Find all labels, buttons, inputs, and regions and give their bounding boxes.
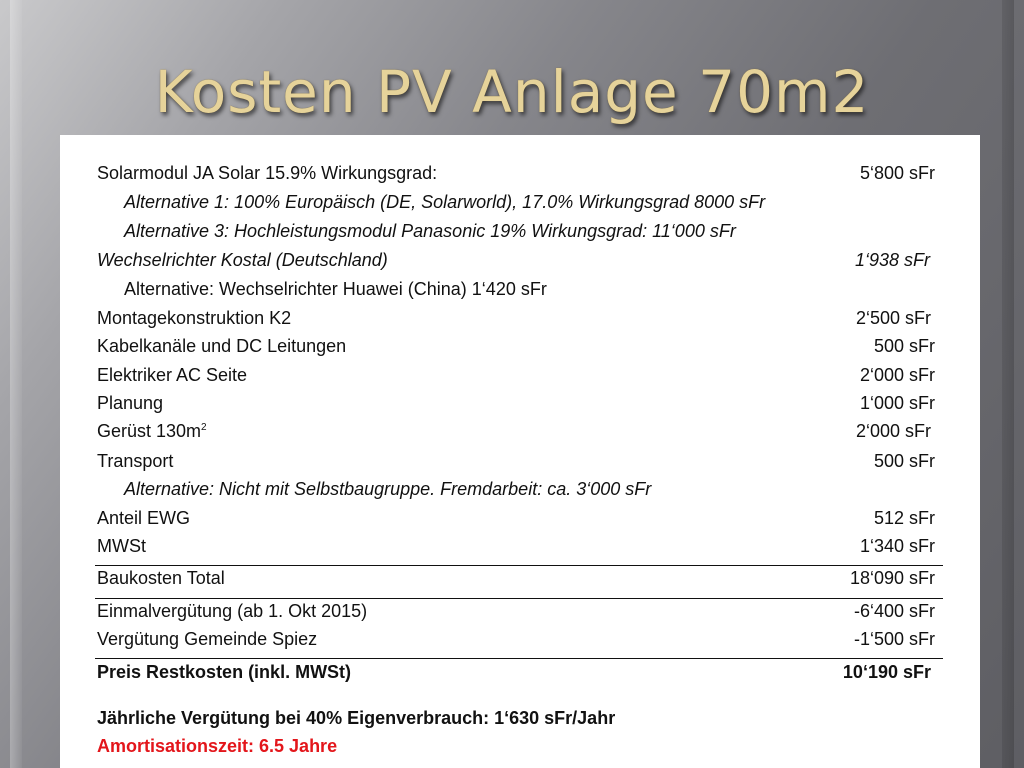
row-restkosten (97, 662, 935, 688)
row-value: 1‘938 sFr (854, 250, 930, 270)
row-label: Transport (97, 451, 174, 471)
row-value: 2‘000 sFr (859, 365, 935, 385)
row-label: Alternative 1: 100% Europäisch (DE, Solarworld), 17.0% Wirkungsgrad 8000 sFr (124, 192, 766, 212)
row-anteil-ewg (97, 508, 935, 534)
row-label: Alternative 3: Hochleistungsmodul Panasonic 19% Wirkungsgrad: 11‘000 sFr (124, 221, 736, 241)
row-value: -1‘500 sFr (853, 629, 935, 649)
row-label: MWSt (97, 536, 146, 556)
row-value: 500 sFr (873, 336, 935, 356)
row-baukosten-total (97, 568, 935, 594)
row-montage (97, 308, 935, 334)
row-value: 512 sFr (873, 508, 935, 528)
row-label: Kabelkanäle und DC Leitungen (97, 336, 347, 356)
row-geruest (97, 421, 935, 447)
divider-line (95, 598, 943, 599)
row-value: 2‘500 sFr (855, 308, 931, 328)
row-label: Vergütung Gemeinde Spiez (97, 629, 318, 649)
row-alternative-huawei (97, 279, 935, 305)
row-mwst (97, 536, 935, 562)
divider-line (95, 565, 943, 566)
row-value: 18‘090 sFr (849, 568, 935, 588)
row-label: Planung (97, 393, 164, 413)
row-label: Preis Restkosten (inkl. MWSt) (97, 662, 352, 682)
row-label: Wechselrichter Kostal (Deutschland) (97, 250, 388, 270)
row-value: 1‘000 sFr (859, 393, 935, 413)
row-alternative-transport (97, 479, 935, 505)
row-label: Anteil EWG (97, 508, 191, 528)
row-label: Baukosten Total (97, 568, 225, 588)
note-text: Amortisationszeit: 6.5 Jahre (97, 736, 338, 756)
row-transport (97, 451, 935, 477)
row-value: 5‘800 sFr (859, 163, 935, 183)
row-einmalverguetung (97, 601, 935, 627)
row-elektriker (97, 365, 935, 391)
row-label: Elektriker AC Seite (97, 365, 248, 385)
row-label: Montagekonstruktion K2 (97, 308, 292, 328)
row-label: Solarmodul JA Solar 15.9% Wirkungsgrad: (97, 163, 438, 183)
row-solarmodul (97, 163, 935, 189)
divider-line (95, 658, 943, 659)
row-value: 1‘340 sFr (859, 536, 935, 556)
cost-table-panel (60, 135, 980, 768)
row-value: 10‘190 sFr (842, 662, 931, 682)
row-planung (97, 393, 935, 419)
row-label (97, 421, 207, 442)
note-annual-compensation (97, 708, 935, 734)
row-value: 2‘000 sFr (855, 421, 931, 441)
row-verguetung-gemeinde (97, 629, 935, 655)
row-value: 500 sFr (873, 451, 935, 471)
row-label-superscript: 2 (201, 422, 207, 433)
note-payback-time (97, 736, 935, 762)
row-kabelkanaele (97, 336, 935, 362)
row-alternative-3 (97, 221, 935, 247)
row-label: Alternative: Nicht mit Selbstbaugruppe. Fremdarbeit: ca. 3‘000 sFr (124, 479, 652, 499)
row-value: -6‘400 sFr (853, 601, 935, 621)
slide-title: Kosten PV Anlage 70m2 (154, 58, 870, 126)
row-wechselrichter (97, 250, 935, 276)
row-label: Einmalvergütung (ab 1. Okt 2015) (97, 601, 368, 621)
row-alternative-1 (97, 192, 935, 218)
note-text: Jährliche Vergütung bei 40% Eigenverbrauch: 1‘630 sFr/Jahr (97, 708, 616, 728)
row-label-text: Gerüst 130m (97, 421, 202, 441)
row-label: Alternative: Wechselrichter Huawei (China) 1‘420 sFr (124, 279, 547, 299)
